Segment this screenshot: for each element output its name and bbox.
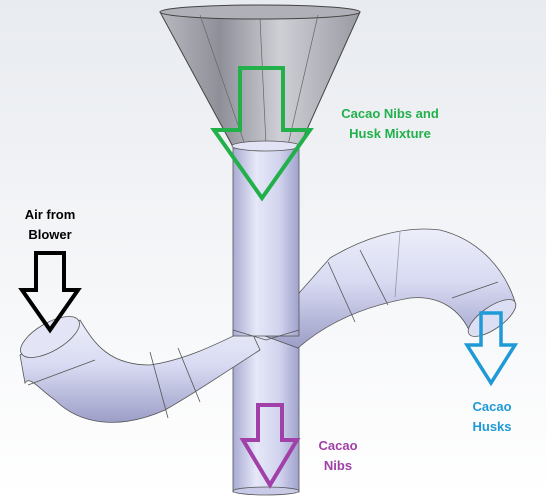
- husks-label-line2: Husks: [472, 419, 512, 434]
- nibs-label-line2: Nibs: [323, 458, 353, 473]
- mixture-label: [330, 104, 450, 144]
- air-label-line2: Blower: [28, 227, 72, 242]
- air-label-line1: Air from: [24, 207, 76, 222]
- mixture-label-line1: Cacao Nibs and: [341, 106, 439, 121]
- feed-pipe: [233, 148, 299, 340]
- husks-label-line1: Cacao: [472, 399, 512, 414]
- nibs-label: [308, 436, 368, 476]
- air-label: [10, 205, 90, 245]
- mixture-label-line2: Husk Mixture: [349, 126, 431, 141]
- nibs-label-line1: Cacao: [318, 438, 358, 453]
- husks-label: [460, 397, 524, 437]
